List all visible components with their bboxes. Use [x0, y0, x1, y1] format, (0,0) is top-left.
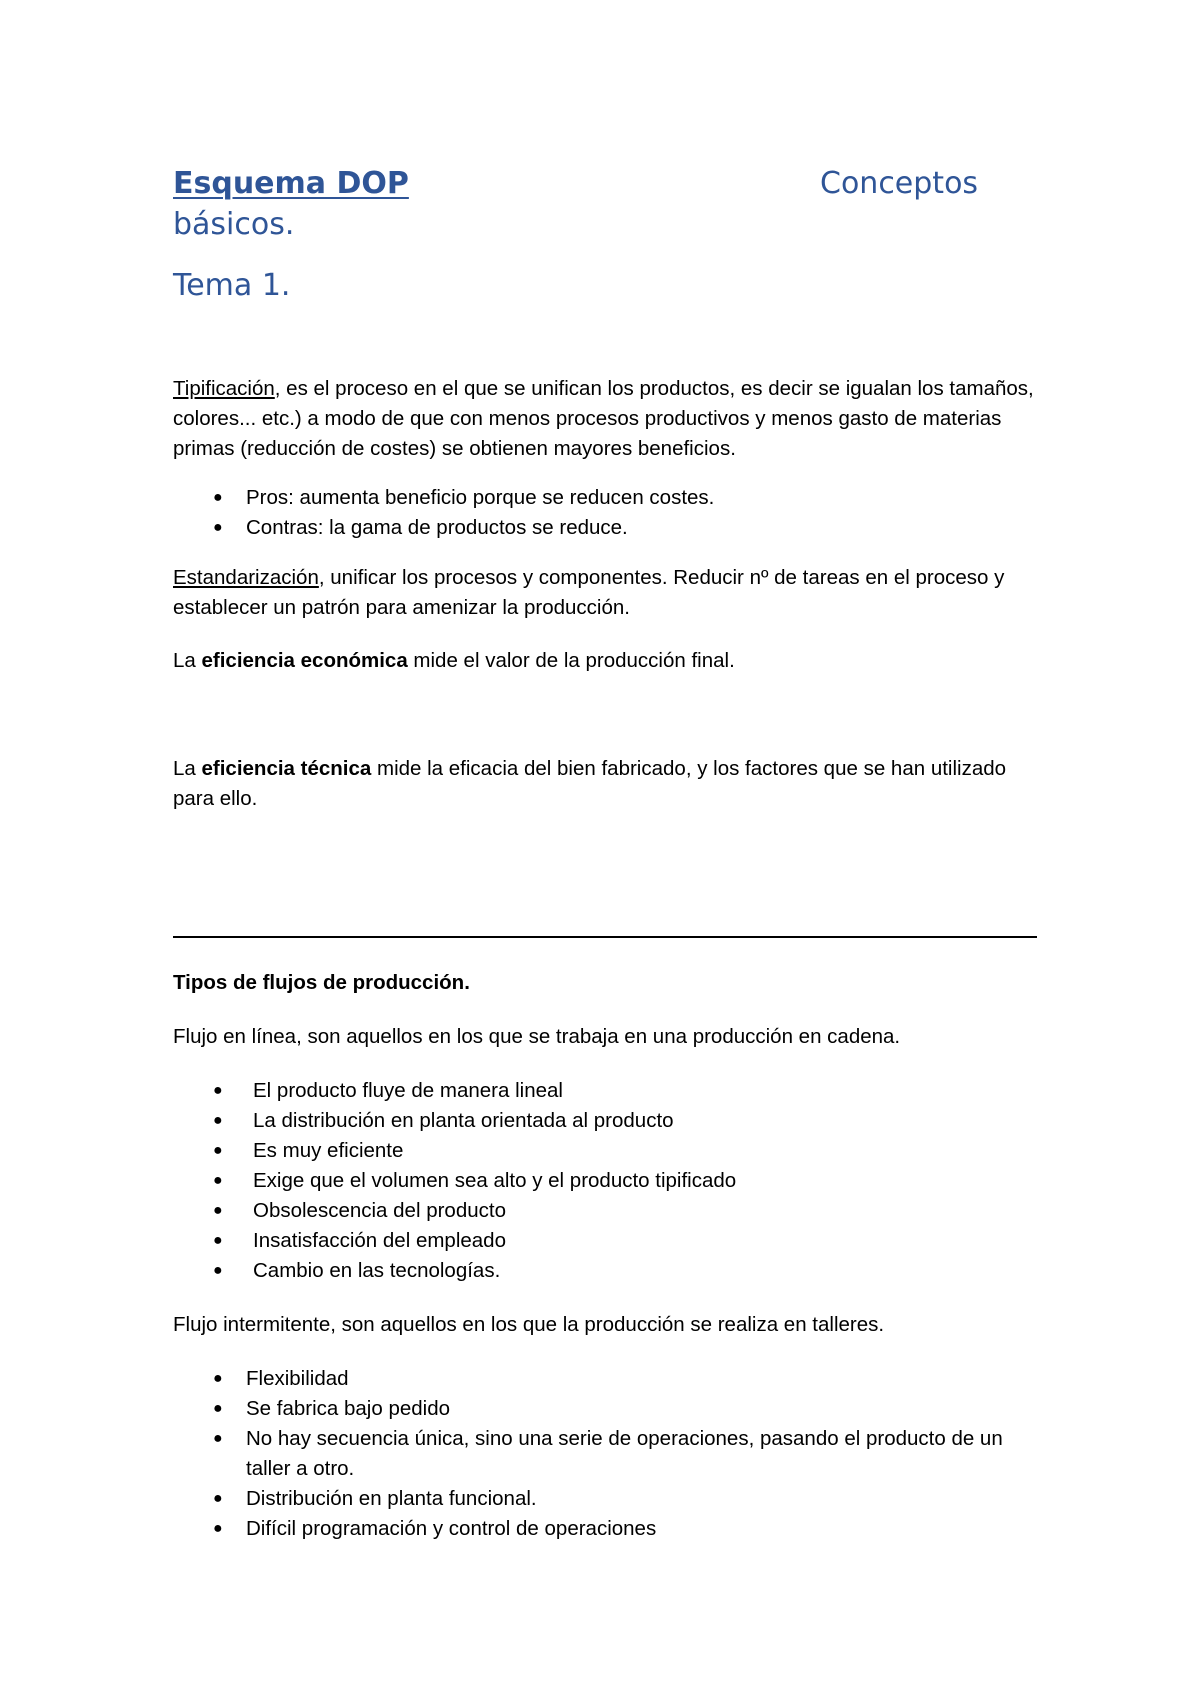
list-item-text: El producto fluye de manera lineal [253, 1079, 563, 1102]
tipificacion-paragraph [173, 374, 1035, 464]
list-item [173, 513, 1035, 543]
bullet-icon: ● [213, 1400, 223, 1417]
list-item [173, 1256, 1035, 1286]
bullet-icon: ● [213, 1490, 223, 1507]
list-item [173, 1106, 1035, 1136]
bullet-icon: ● [213, 1112, 223, 1129]
tipificacion-term: Tipificación [173, 377, 275, 400]
eficiencia-economica-prefix: La [173, 649, 202, 672]
bullet-icon: ● [213, 1202, 223, 1219]
title-line [173, 163, 1035, 205]
list-item-text: Obsolescencia del producto [253, 1199, 506, 1222]
subtitle-tema: Tema 1. [173, 268, 291, 303]
tipificacion-text: , es el proceso en el que se unifican los productos, es decir se igualan los tamaños, colores... etc.) a modo de que con menos procesos productivos y menos gasto de materias primas (reducción de costes) se obtienen mayores beneficios. [173, 377, 1034, 460]
estandarizacion-term: Estandarización [173, 566, 319, 589]
bullet-icon: ● [213, 489, 223, 506]
list-item-text: La distribución en planta orientada al producto [253, 1109, 674, 1132]
flujos-section [173, 968, 1035, 1544]
bullet-icon: ● [213, 1430, 223, 1447]
bullet-icon: ● [213, 1142, 223, 1159]
estandarizacion-paragraph [173, 563, 1035, 623]
list-item [173, 1394, 1035, 1424]
tipificacion-bullet-list [173, 483, 1035, 543]
flujo-intermitente-intro: Flujo intermitente, son aquellos en los que la producción se realiza en talleres. [173, 1313, 885, 1336]
list-item [173, 1514, 1035, 1544]
list-item [173, 1364, 1035, 1394]
list-item [173, 1136, 1035, 1166]
list-item-text: No hay secuencia única, sino una serie de operaciones, pasando el producto de un taller a otro. [246, 1427, 1003, 1480]
list-item-text: Pros: aumenta beneficio porque se reducen costes. [246, 486, 715, 509]
bullet-icon: ● [213, 1172, 223, 1189]
list-item-text: Contras: la gama de productos se reduce. [246, 516, 628, 539]
bullet-icon: ● [213, 1082, 223, 1099]
flujos-heading: Tipos de flujos de producción. [173, 971, 470, 994]
list-item-text: Difícil programación y control de operaciones [246, 1517, 657, 1540]
list-item [173, 1076, 1035, 1106]
eficiencia-tecnica-term: eficiencia técnica [201, 757, 372, 780]
title-right-text: Conceptos [820, 166, 979, 201]
eficiencia-economica-paragraph [173, 646, 1035, 676]
list-item [173, 1166, 1035, 1196]
list-item-text: Cambio en las tecnologías. [253, 1259, 501, 1282]
list-item [173, 1226, 1035, 1256]
bullet-icon: ● [213, 1370, 223, 1387]
title-continuation: básicos. [173, 207, 295, 242]
flujo-linea-intro: Flujo en línea, son aquellos en los que se trabaja en una producción en cadena. [173, 1025, 901, 1048]
list-item-text: Exige que el volumen sea alto y el producto tipificado [253, 1169, 737, 1192]
list-item-text: Insatisfacción del empleado [253, 1229, 506, 1252]
bullet-icon: ● [213, 1520, 223, 1537]
eficiencia-tecnica-prefix: La [173, 757, 202, 780]
list-item-text: Distribución en planta funcional. [246, 1487, 537, 1510]
document-title: Esquema DOP [173, 166, 409, 201]
list-item [173, 483, 1035, 513]
bullet-icon: ● [213, 519, 223, 536]
estandarizacion-text: , unificar los procesos y componentes. Reducir nº de tareas en el proceso y establecer un patrón para amenizar la producción. [173, 566, 1005, 619]
flujo-linea-bullet-list [173, 1076, 1035, 1286]
list-item [173, 1196, 1035, 1226]
eficiencia-tecnica-text: mide la eficacia del bien fabricado, y los factores que se han utilizado para ello. [173, 757, 1007, 810]
horizontal-rule [173, 936, 1037, 938]
bullet-icon: ● [213, 1232, 223, 1249]
document-content [173, 163, 1035, 814]
list-item-text: Se fabrica bajo pedido [246, 1397, 451, 1420]
eficiencia-tecnica-paragraph [173, 754, 1035, 814]
eficiencia-economica-text: mide el valor de la producción final. [407, 649, 735, 672]
flujo-intermitente-bullet-list [173, 1364, 1035, 1544]
list-item [173, 1484, 1035, 1514]
eficiencia-economica-term: eficiencia económica [201, 649, 408, 672]
bullet-icon: ● [213, 1262, 223, 1279]
list-item-text: Flexibilidad [246, 1367, 349, 1390]
list-item [173, 1424, 1035, 1484]
list-item-text: Es muy eficiente [253, 1139, 404, 1162]
